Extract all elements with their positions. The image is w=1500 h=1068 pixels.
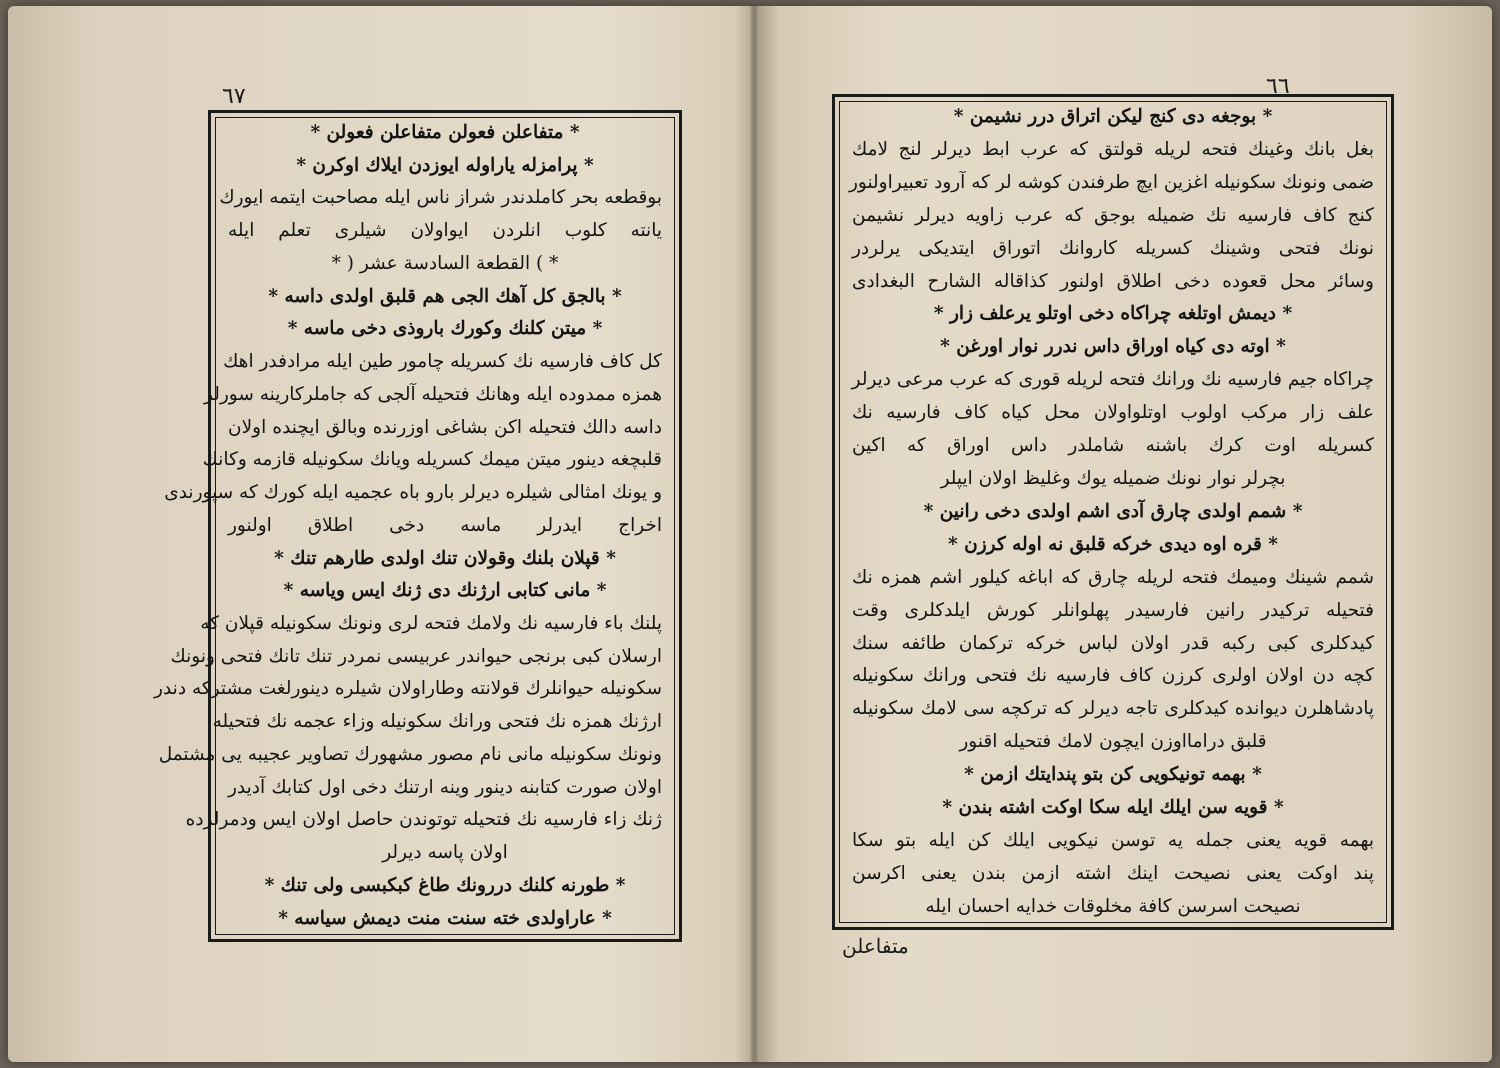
text-line: كسریله اوت كرك باشنه شاملدر داس اوراق كه اكین [852, 435, 1374, 457]
verse-line: * طورنه كلنك دررونك طاغ كبكبسی ولی تنك * [264, 874, 626, 896]
text-line: قلبچغه دینور میتن میمك كسریله ویانك سكونیله قازمه وكانك [202, 449, 662, 471]
text-line: یانته كلوب انلردن ایواولان شیلری تعلم ایله [228, 220, 662, 242]
text-line: چراكاه جیم فارسیه نك ورانك فتحه لریله قوری كه عرب مرعی دیرلر [851, 369, 1374, 391]
verse-line: * قره اوه دیدی خركه قلبق نه اوله كرزن * [948, 533, 1278, 555]
text-line: ونونك سكونیله مانی نام مصور مشهورك تصاویر عجیبه یی مشتمل [158, 743, 662, 765]
text-line: پادشاهلرن دیوانده كیدكلری تاجه دیرلر كه تركچه سی لامك سكونیله [852, 698, 1374, 720]
text-block [154, 117, 675, 935]
text-line: سكونیله حیوانلرك قولانته وطاراولان شیلره دینورلغت مشتركه دندر [154, 678, 662, 700]
text-line: شمم شینك ومیمك فتحه لریله چارق كه اباغه كیلور اشم همزه نك [852, 566, 1374, 588]
text-line: بغل بانك وغینك فتحه لریله قولتق كه عرب ابط دیرلر لنج لامك [852, 138, 1374, 160]
right-page [750, 6, 1492, 1062]
book-gutter [750, 6, 758, 1062]
text-line: بچرلر نوار نونك ضمیله یوك وغلیظ اولان ایپلر [940, 467, 1286, 489]
verse-line: * میتن كلنك وكورك باروذی دخی ماسه * [287, 318, 603, 340]
text-line: پلنك باء فارسیه نك ولامك فتحه لری ونونك سكونیله قپلان كه [200, 613, 662, 635]
verse-line: * متفاعلن فعولن متفاعلن فعولن * [310, 122, 580, 143]
text-frame [832, 94, 1394, 930]
text-line: ارسلان كبی برنجی حیواندر عربیسی نمردر تنك تانك فتحی ونونك [170, 645, 662, 667]
text-line: نصیحت اسرسن كافة مخلوقات خدایه احسان ایله [925, 895, 1301, 917]
text-line: كل كاف فارسیه نك كسریله چامور طین ایله مرادفدر اهك [223, 351, 662, 373]
verse-line: * شمم اولدی چارق آدی اشم اولدی دخی رانین * [923, 500, 1303, 522]
verse-line: * بالجق كل آهك الجی هم قلبق اولدی داسه * [268, 285, 622, 307]
verse-line: * قویه سن ایلك ایله سكا اوكت اشته بندن * [942, 797, 1284, 819]
page-number: ٦٧ [222, 84, 246, 109]
text-line: بوقطعه بحر كاملدندر شراز ناس ایله مصاحبت ایتمه ایورك [219, 187, 662, 209]
verse-line: * پرامزله یاراوله ایوزدن ایلاك اوكرن * [296, 154, 594, 176]
text-line: اخراج ایدرلر ماسه دخی اطلاق اولنور [228, 514, 662, 536]
text-block [839, 101, 1387, 923]
page-number: ٦٦ [1266, 74, 1290, 99]
text-line: * ) القطعة السادسة عشر ( * [331, 252, 559, 274]
text-line: و یونك امثالی شیلره دیرلر بارو باه عجمیه ایله كورك كه سپورندی [164, 482, 662, 504]
verse-line: * مانی كتابی ارژنك دی ژنك ایس ویاسه * [283, 580, 607, 602]
text-line: كچه دن اولان اولری كرزن كاف فارسیه نك فتحی ورانك سكونیله [852, 665, 1374, 687]
text-line: قلبق درامااوزن ایچون لامك فتحیله اقنور [959, 731, 1267, 753]
verse-line: * عاراولدی خته سنت منت دیمش سیاسه * [278, 907, 612, 929]
text-line: بهمه قویه یعنی جمله یه توسن نیكویی ایلك كن ایله بتو سكا [852, 829, 1374, 851]
text-line: كیدكلری كبی ركبه قدر اولان لباس خركه تركمان طائفه سنك [852, 632, 1374, 654]
open-book [8, 6, 1492, 1062]
verse-line: * دیمش اوتلغه چراكاه دخی اوتلو یرعلف زار * [933, 303, 1293, 325]
verse-line: * اوته دی كیاه اوراق داس ندرر نوار اورغن * [940, 336, 1286, 358]
text-line: اولان صورت كتابنه دینور وینه ارتنك دخی اول كتابك آدیدر [228, 776, 662, 798]
text-line: اولان پاسه دیرلر [382, 842, 508, 864]
text-line: داسه دالك فتحیله اكن بشاغی اوزرنده وبالق ایچنده اولان [228, 416, 662, 438]
left-page [8, 6, 750, 1062]
catchword: متفاعلن [842, 934, 909, 958]
text-line: ارژنك همزه نك فتحی ورانك سكونیله وزاء عجمه نك فتحیله [212, 711, 662, 733]
verse-line: * بهمه تونیكویی كن بتو پندایتك ازمن * [964, 764, 1262, 786]
text-line: كنج كاف فارسیه نك ضمیله بوجق كه عرب زاویه دیرلر نشیمن [852, 204, 1374, 226]
text-line: فتحیله تركیدر رانین فارسیدر پهلوانلر كورش ایلدكلری وقت [852, 599, 1374, 621]
text-line: نونك فتحی وشینك كسریله كاروانك اتوراق ایتدیكی یرلردر [852, 237, 1374, 259]
text-frame [154, 110, 682, 942]
text-line: وسائر محل قعوده دخی اطلاق اولنور كذاقاله الشارح البغدادی [852, 270, 1374, 292]
text-line: همزه ممدوده ایله وهانك فتحیله آلجی كه جاملرکارینه سورلر [203, 383, 662, 405]
verse-line: * بوجغه دی كنج لیكن اتراق درر نشیمن * [953, 106, 1273, 127]
verse-line: * قپلان بلنك وقولان تنك اولدی طارهم تنك * [274, 547, 616, 569]
text-line: علف زار مركب اولوب اوتلواولان محل كیاه كاف فارسیه نك [852, 402, 1374, 424]
text-line: پند اوكت یعنی نصیحت اینك اشته ازمن بندن یعنی اكرسن [852, 862, 1374, 884]
text-line: ژنك زاء فارسیه نك فتحیله توتوندن حاصل اولان ایس ودمرلرده [185, 809, 662, 831]
text-line: ضمی ونونك سكونیله اغزین ایچ طرفندن كوشه لر كه آرود تعبیراولنور [848, 171, 1374, 193]
